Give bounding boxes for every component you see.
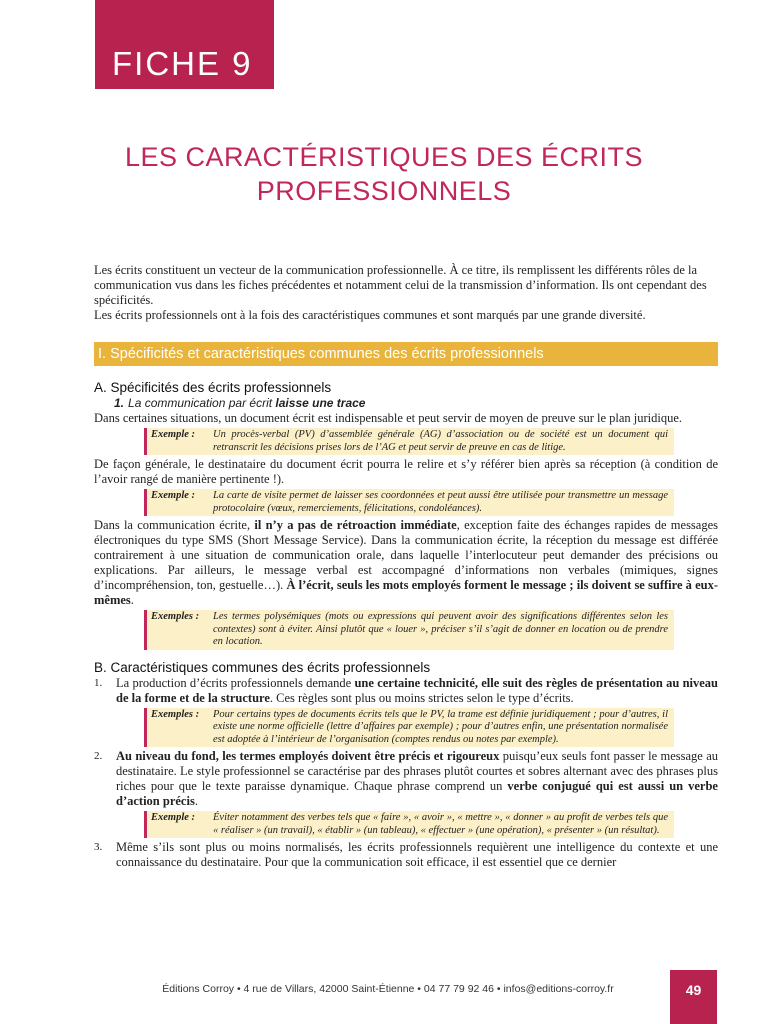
example-box xyxy=(144,489,674,516)
point-heading xyxy=(94,396,718,411)
point-text: La communication par écrit xyxy=(128,396,276,410)
example-box xyxy=(144,610,674,650)
item-number: 3. xyxy=(94,841,103,853)
point-number: 1. xyxy=(114,396,125,410)
example-label: Exemple : xyxy=(151,812,196,823)
fiche-label: FICHE 9 xyxy=(95,0,274,89)
numbered-item xyxy=(94,840,718,870)
subsection-heading-a: A. Spécificités des écrits professionnels xyxy=(94,380,332,395)
example-text: Les termes polysémiques (mots ou expressions qui peuvent avoir des significations différentes selon les contextes) sont à éviter. Ainsi plutôt que « louer », préciser s’il s’agit de donner en location ou de prendre en location. xyxy=(213,611,668,647)
text: . xyxy=(130,593,134,607)
example-label: Exemples : xyxy=(151,611,200,622)
text-bold: verbe conjugué qui est aussi un verbe d’action précis xyxy=(116,779,718,808)
page-title-line2: PROFESSIONNELS xyxy=(256,176,512,206)
subsection-heading-b: B. Caractéristiques communes des écrits professionnels xyxy=(94,659,431,675)
paragraph: De façon générale, le destinataire du document écrit pourra le relire et s’y référer bien après sa réception (à condition de l’avoir rangé de manière pertinente !). xyxy=(94,457,718,486)
numbered-item xyxy=(94,676,718,706)
item-text xyxy=(116,749,718,809)
example-box xyxy=(144,811,674,838)
numbered-item xyxy=(94,749,718,809)
text: Dans la communication écrite, xyxy=(94,518,255,532)
text: La production d’écrits professionnels demande xyxy=(116,675,355,690)
point-text-bold: laisse une trace xyxy=(275,396,366,410)
text-bold: À l’écrit, seuls les mots employés forment le message ; ils doivent se suffire à eux-mêmes xyxy=(94,578,718,607)
example-label: Exemple : xyxy=(151,429,196,440)
example-text: Éviter notamment des verbes tels que « faire », « avoir », « mettre », « donner » au profit de verbes tels que « réaliser » (un travail), « établir » (un tableau), « effectuer » (une opération), « présenter » (un résultat). xyxy=(213,812,668,836)
section-heading: I. Spécificités et caractéristiques communes des écrits professionnels xyxy=(94,342,718,366)
intro-paragraph: Les écrits professionnels ont à la fois des caractéristiques communes et sont marqués par une grande diversité. xyxy=(94,308,646,322)
text: puisqu’eux seuls font passer le message au destinataire. Le style professionnel se caractérise par des phrases plutôt courtes et sobres alternant avec des phrases plus riches pour que le texte paraisse dynamique. Chaque phrase comprend un xyxy=(116,749,719,793)
example-label: Exemples : xyxy=(151,708,200,720)
example-label: Exemple : xyxy=(151,490,196,501)
section-body xyxy=(94,411,718,650)
item-text: Même s’ils sont plus ou moins normalisés, les écrits professionnels requièrent une intelligence du contexte et une connaissance du destinataire. Pour que la communication soit efficace, il est essentiel que ce dernier xyxy=(116,840,718,869)
example-box xyxy=(144,428,674,455)
text: , exception faite des échanges rapides de messages électroniques du type SMS (Short Message Service). Dans la communication écrite, la réception du message est différée contrairement à une situation de communication orale, dans laquelle l’interlocuteur peut demander des précisions ou explications. Par ailleurs, le message verbal est accompagné d’informations non verbales (mimiques, signes d’incompréhension, ton, gestuelle…). xyxy=(94,518,719,592)
page-content xyxy=(94,263,718,870)
example-box xyxy=(144,708,674,748)
text-bold: il n’y a pas de rétroaction immédiate xyxy=(254,518,457,532)
footer-publisher-info: Éditions Corroy • 4 rue de Villars, 42000 Saint-Étienne • 04 77 79 92 46 • infos@editions-corroy.fr xyxy=(162,983,614,995)
intro xyxy=(94,263,718,323)
text-bold: Au niveau du fond, les termes employés doivent être précis et rigoureux xyxy=(116,749,500,763)
intro-paragraph: Les écrits constituent un vecteur de la communication professionnelle. À ce titre, ils remplissent les différents rôles de la communication vus dans les fiches précédentes et notamment celui de la transmission d’information. Ils ont cependant des spécificités. xyxy=(94,263,707,307)
item-number: 1. xyxy=(94,676,103,689)
item-number: 2. xyxy=(94,750,103,762)
example-text: La carte de visite permet de laisser ses coordonnées et peut aussi être utilisée pour transmettre un message protocolaire (vœux, remerciements, félicitations, condoléances). xyxy=(213,490,668,514)
paragraph xyxy=(94,518,718,608)
text: . xyxy=(194,794,198,808)
page-number: 49 xyxy=(670,970,717,1024)
example-text: Un procès-verbal (PV) d’assemblée générale (AG) d’association ou de société est un document qui retranscrit les décisions prises lors de l’AG et peut servir de preuve en cas de litige. xyxy=(213,429,668,453)
text: . Ces règles sont plus ou moins strictes selon le type d’écrits. xyxy=(269,690,574,705)
example-text: Pour certains types de documents écrits tels que le PV, la trame est définie juridiquement ; pour d’autres, il existe une norme officielle (lettre d’affaires par exemple) ; pour d’autres enfin, une présentation normalisée est adoptée à l’intérieur de l’organisation (comptes rendus ou notes par exemple). xyxy=(213,708,668,745)
paragraph: Dans certaines situations, un document écrit est indispensable et peut servir de moyen de preuve sur le plan juridique. xyxy=(94,411,683,425)
page-title-line1: LES CARACTÉRISTIQUES DES ÉCRITS xyxy=(124,142,644,172)
section-body xyxy=(94,676,718,871)
page-title xyxy=(60,140,708,208)
text-bold: une certaine technicité, elle suit des règles de présentation au niveau de la forme et de la structure xyxy=(116,675,718,705)
item-text xyxy=(116,676,718,706)
